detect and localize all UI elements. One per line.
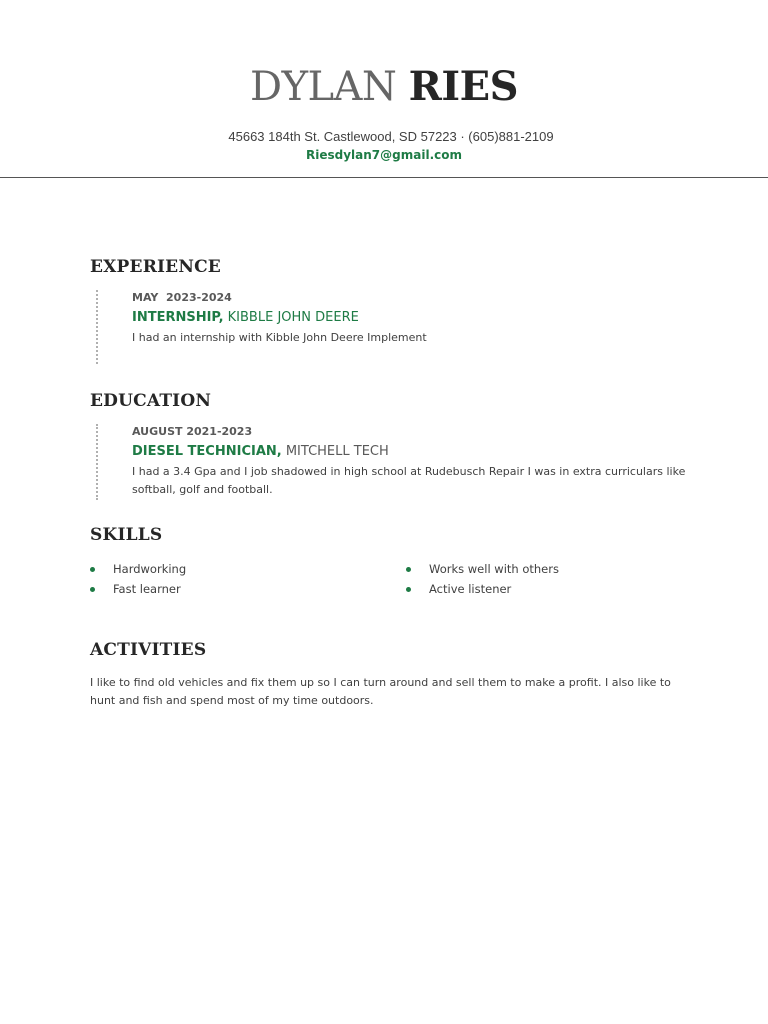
education-heading: EDUCATION [90, 391, 212, 411]
education-description: I had a 3.4 Gpa and I job shadowed in high school at Rudebusch Repair I was in extra curriculars like softball, golf and football. [132, 465, 686, 496]
bullet-icon [406, 567, 411, 572]
skill-item [90, 559, 186, 579]
experience-org: KIBBLE JOHN DEERE [227, 310, 359, 325]
education-entry [132, 424, 692, 499]
activities-heading: ACTIVITIES [90, 640, 207, 660]
experience-date: MAY 2023-2024 [132, 291, 232, 304]
experience-role: INTERNSHIP, [132, 310, 224, 325]
experience-entry [132, 290, 692, 347]
contact-line: 45663 184th St. Castlewood, SD 57223 · (605)881-2109 [228, 129, 554, 144]
skill-label: Active listener [429, 582, 512, 596]
skill-item [90, 579, 186, 599]
education-title [132, 442, 692, 461]
education-org: MITCHELL TECH [285, 444, 389, 459]
candidate-name [0, 62, 768, 112]
experience-heading: EXPERIENCE [90, 257, 221, 277]
skills-list-right [406, 559, 559, 599]
education-timeline-divider [96, 424, 98, 500]
experience-description: I had an internship with Kibble John Deere Implement [132, 331, 427, 344]
bullet-icon [90, 567, 95, 572]
skill-item [406, 559, 559, 579]
experience-timeline-divider [96, 290, 98, 364]
last-name: RIES [408, 63, 518, 110]
bullet-icon [90, 587, 95, 592]
skills-heading: SKILLS [90, 525, 163, 545]
email-address[interactable]: Riesdylan7@gmail.com [306, 148, 462, 162]
first-name: DYLAN [250, 64, 397, 110]
education-role: DIESEL TECHNICIAN, [132, 444, 282, 459]
skill-item [406, 579, 559, 599]
resume-header [0, 0, 768, 178]
skill-label: Hardworking [113, 562, 187, 576]
education-date: AUGUST 2021-2023 [132, 425, 253, 438]
skill-label: Works well with others [429, 562, 559, 576]
experience-title [132, 308, 692, 327]
skills-list-left [90, 559, 186, 599]
skill-label: Fast learner [113, 582, 181, 596]
bullet-icon [406, 587, 411, 592]
activities-text: I like to find old vehicles and fix them up so I can turn around and sell them to make a profit. I also like to hunt and fish and spend most of my time outdoors. [90, 676, 671, 707]
